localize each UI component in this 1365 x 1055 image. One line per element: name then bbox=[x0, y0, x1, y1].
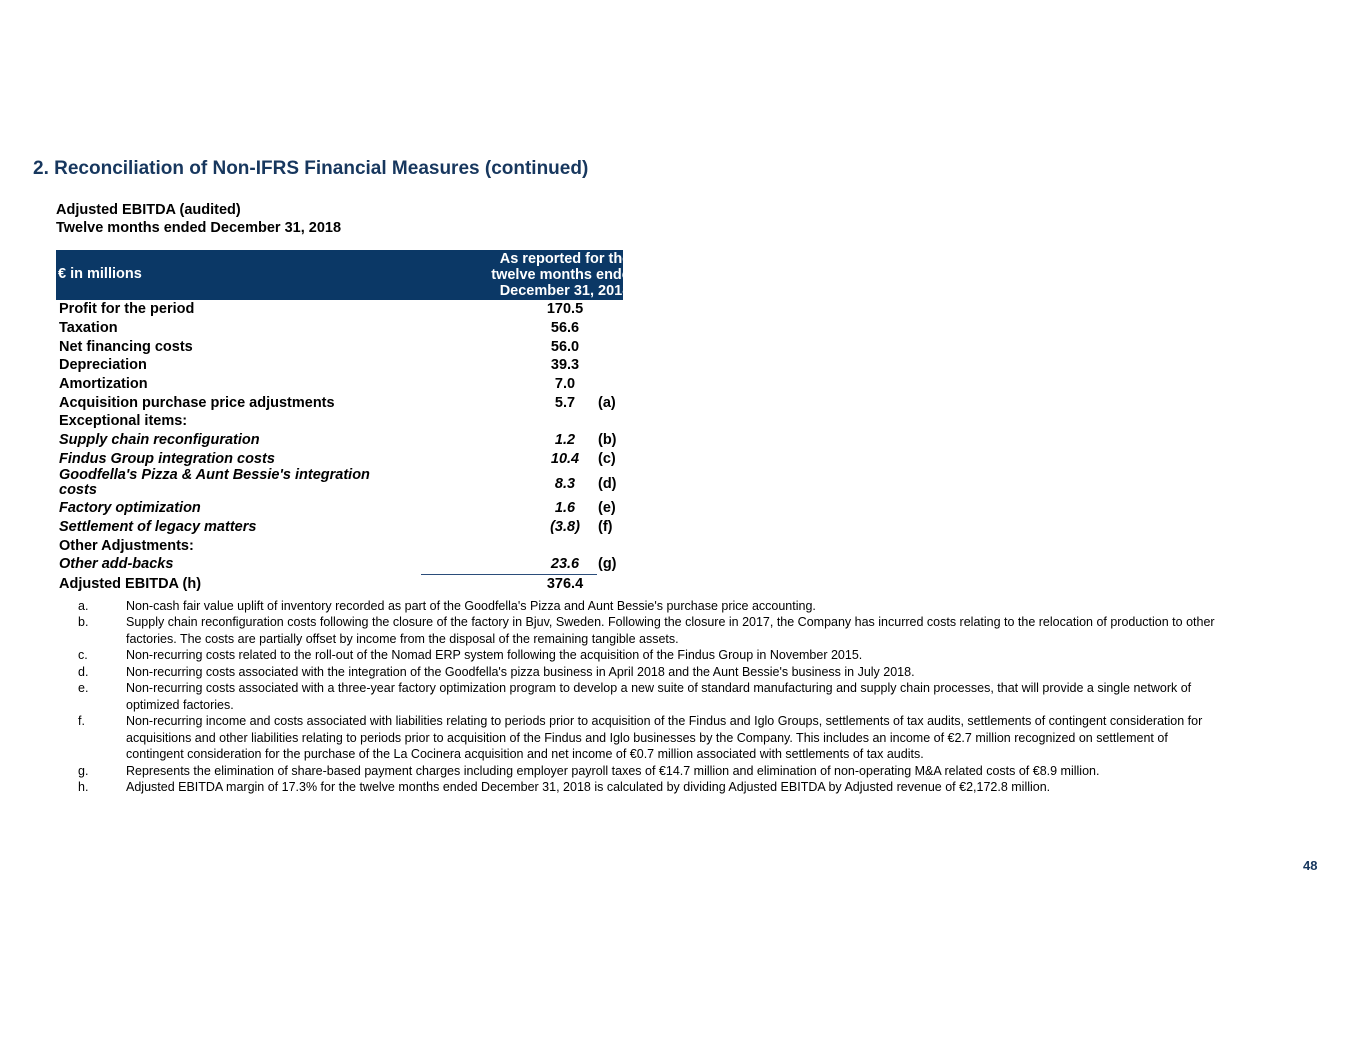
footnote-c: c. Non-recurring costs related to the roll-out of the Nomad ERP system following the acquisition of the Findus Group in November 2015. bbox=[78, 648, 863, 662]
footnote-d: d. Non-recurring costs associated with the integration of the Goodfella's pizza business in April 2018 and the Aunt Bessie's business in July 2018. bbox=[78, 665, 915, 679]
table-row: Other add-backs 23.6 (g) bbox=[59, 556, 617, 572]
page-title: 2. Reconciliation of Non-IFRS Financial Measures (continued) bbox=[33, 158, 589, 179]
table-row: Goodfella's Pizza & Aunt Bessie's integration costs 8.3 (d) bbox=[59, 467, 617, 498]
footnote-h: h. Adjusted EBITDA margin of 17.3% for the twelve months ended December 31, 2018 is calculated by dividing Adjusted EBITDA by Adjusted revenue of €2,172.8 million. bbox=[78, 780, 1051, 794]
table-row: Acquisition purchase price adjustments 5.7 (a) bbox=[59, 395, 616, 411]
table-row: Exceptional items: bbox=[59, 413, 188, 429]
table-row-total: Adjusted EBITDA (h) 376.4 bbox=[59, 576, 584, 592]
table-row: Net financing costs 56.0 bbox=[59, 339, 580, 355]
table-row: Findus Group integration costs 10.4 (c) bbox=[59, 451, 616, 467]
table-row: Settlement of legacy matters (3.8) (f) bbox=[59, 519, 613, 535]
page-number: 48 bbox=[1303, 858, 1318, 873]
table-row: Other Adjustments: bbox=[59, 538, 194, 554]
table-row: Taxation 56.6 bbox=[59, 320, 580, 336]
unit-label: € in millions bbox=[58, 266, 142, 282]
footnote-a: a. Non-cash fair value uplift of inventory recorded as part of the Goodfella's Pizza and Aunt Bessie's purchase price accounting. bbox=[78, 599, 816, 613]
table-subtitle: Adjusted EBITDA (audited) bbox=[56, 202, 241, 218]
table-header bbox=[56, 250, 639, 300]
table-row: Profit for the period 170.5 bbox=[59, 301, 584, 317]
footnote-g: g. Represents the elimination of share-based payment charges including employer payroll taxes of €14.7 million and elimination of non-operating M&A related costs of €8.9 million. bbox=[78, 764, 1100, 778]
footnote-f: f. Non-recurring income and costs associated with liabilities relating to periods prior to acquisition of the Findus and Iglo Groups, settlements of tax audits, settlements of contingent consideration for acquisitions and other liabilities relating to periods prior to acquisition of the Findus and Iglo businesses by the Company. This includes an income of €2.7 million recognized on settlement of contingent consideration for the purchase of the La Cocinera acquisition and net income of €0.7 million associated with settlements of tax audits. bbox=[78, 714, 1203, 761]
table-row: Factory optimization 1.6 (e) bbox=[59, 500, 616, 516]
table-period: Twelve months ended December 31, 2018 bbox=[56, 220, 342, 236]
footnote-b: b. Supply chain reconfiguration costs following the closure of the factory in Bjuv, Sweden. Following the closure in 2017, the Company has incurred costs relating to the relocation of production to other factories. The costs are partially offset by income from the disposal of the remaining tangible assets. bbox=[78, 615, 1215, 646]
footnote-e: e. Non-recurring costs associated with a three-year factory optimization program to develop a new suite of standard manufacturing and supply chain processes, that will provide a single network of optimized factories. bbox=[78, 681, 1192, 712]
table-row: Amortization 7.0 bbox=[59, 376, 576, 392]
table-row: Supply chain reconfiguration 1.2 (b) bbox=[59, 432, 617, 448]
table-row: Depreciation 39.3 bbox=[59, 357, 580, 373]
column-header: As reported for the twelve months ended December 31, 2018 bbox=[491, 251, 639, 299]
